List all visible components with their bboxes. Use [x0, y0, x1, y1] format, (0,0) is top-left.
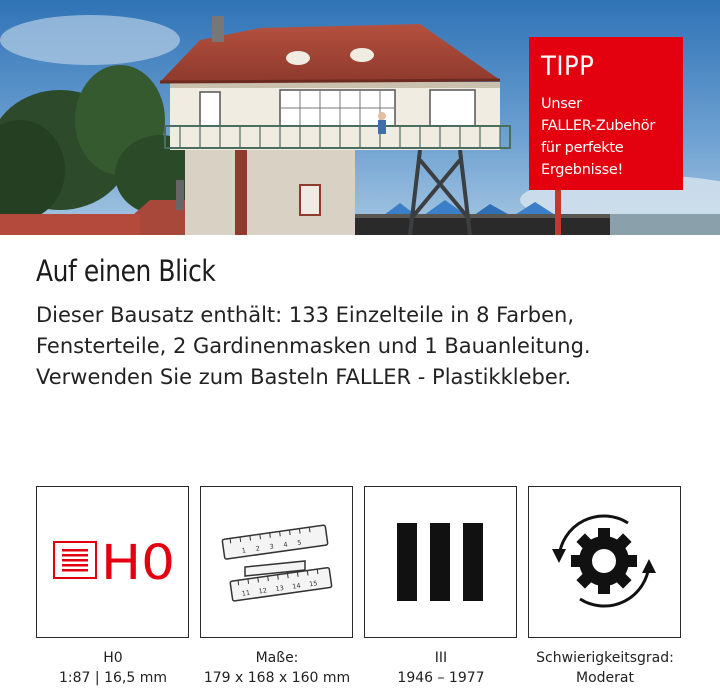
ruler-label: 13: [275, 583, 285, 594]
overview-heading: Auf einen Blick: [36, 254, 216, 288]
feature-title: H0: [103, 650, 123, 666]
tip-badge: [529, 37, 683, 190]
ruler-icon: [201, 487, 351, 636]
scale-icon-text: H0: [101, 535, 175, 591]
tip-title: TIPP: [541, 51, 595, 82]
ruler-label: 3: [269, 542, 275, 551]
scale-h0-icon: [37, 487, 187, 636]
feature-detail: 1946 – 1977: [397, 670, 485, 686]
feature-tile-epoch: [364, 486, 517, 638]
description-line: Dieser Bausatz enthält: 133 Einzelteile in 8 Farben,: [36, 303, 574, 327]
tip-line: Unser: [541, 96, 582, 112]
ruler-label: 4: [282, 540, 289, 549]
tip-line: Ergebnisse!: [541, 162, 623, 178]
feature-caption-difficulty: [525, 648, 685, 688]
feature-title: III: [434, 650, 448, 666]
feature-title: Maße:: [255, 650, 299, 666]
feature-detail: Moderat: [576, 670, 634, 686]
feature-caption-epoch: [361, 648, 521, 688]
feature-tile-difficulty: [528, 486, 681, 638]
feature-caption-scale: [33, 648, 193, 688]
feature-tile-dimensions: [200, 486, 353, 638]
overview-description: [36, 300, 656, 393]
ruler-label: 2: [255, 544, 261, 553]
gear-cycle-icon: [529, 487, 679, 636]
feature-tile-scale: [36, 486, 189, 638]
description-line: Fensterteile, 2 Gardinenmasken und 1 Bauanleitung.: [36, 334, 591, 358]
feature-detail: 179 x 168 x 160 mm: [203, 670, 351, 686]
ruler-label: 14: [291, 581, 302, 591]
ruler-label: 15: [308, 579, 318, 589]
ruler-label: 5: [296, 538, 303, 547]
ruler-label: 1: [241, 546, 247, 555]
ruler-label: 12: [258, 586, 268, 596]
description-line: Verwenden Sie zum Basteln FALLER - Plastikkleber.: [36, 365, 572, 389]
tip-line: für perfekte: [541, 140, 624, 156]
tip-line: FALLER-Zubehör: [541, 118, 656, 134]
feature-caption-dimensions: [197, 648, 357, 688]
feature-title: Schwierigkeitsgrad:: [536, 650, 674, 666]
feature-detail: 1:87 | 16,5 mm: [59, 670, 167, 686]
epoch-bars-icon: [365, 487, 515, 636]
ruler-label: 11: [241, 588, 251, 598]
